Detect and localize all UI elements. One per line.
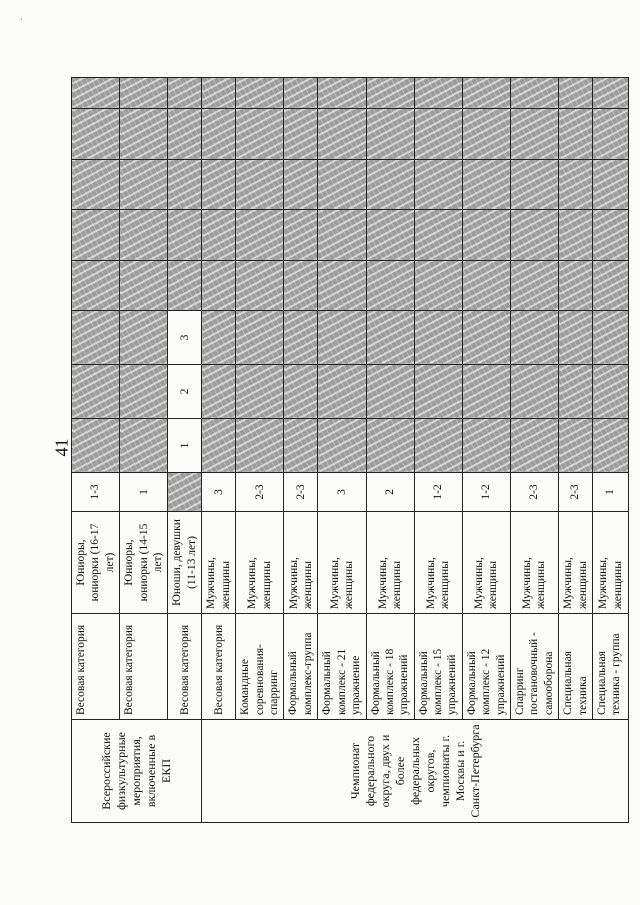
shaded-cell	[284, 109, 318, 160]
group-cell: Юниоры, юниорки (16-17 лет)	[72, 512, 120, 614]
event-header-cell: Всероссийские физкультурные мероприятия, включенные в ЕКП	[72, 720, 202, 823]
discipline-cell: Весовая категория	[120, 614, 168, 720]
shaded-cell	[236, 109, 284, 160]
shaded-cell	[202, 419, 236, 473]
shaded-cell	[510, 78, 558, 109]
shaded-cell	[202, 261, 236, 311]
quantity-cell: 1-2	[414, 473, 462, 512]
table-row	[462, 78, 510, 823]
shaded-cell	[593, 210, 629, 261]
shaded-cell	[366, 78, 414, 109]
shaded-cell	[318, 210, 366, 261]
shaded-cell	[284, 311, 318, 365]
shaded-cell	[120, 160, 168, 210]
shaded-cell	[414, 109, 462, 160]
quantity-cell: 1-3	[72, 473, 120, 512]
quantity-cell: 3	[202, 473, 236, 512]
table-row	[72, 78, 120, 823]
shaded-cell	[414, 311, 462, 365]
shaded-cell	[168, 78, 202, 109]
shaded-cell	[236, 210, 284, 261]
shaded-cell	[120, 261, 168, 311]
shaded-cell	[120, 210, 168, 261]
shaded-cell	[284, 78, 318, 109]
shaded-cell	[510, 365, 558, 419]
group-cell: Мужчины, женщины	[236, 512, 284, 614]
discipline-cell: Формальный комплекс - 15 упражнений	[414, 614, 462, 720]
group-cell: Мужчины, женщины	[284, 512, 318, 614]
shaded-cell	[414, 160, 462, 210]
shaded-cell	[168, 109, 202, 160]
shaded-cell	[462, 78, 510, 109]
shaded-cell	[462, 261, 510, 311]
shaded-cell	[593, 109, 629, 160]
shaded-cell	[318, 78, 366, 109]
shaded-cell	[284, 365, 318, 419]
discipline-cell: Командные соревнования-спарринг	[236, 614, 284, 720]
shaded-cell	[318, 419, 366, 473]
page-number: 41	[51, 438, 72, 457]
quantity-cell	[168, 473, 202, 512]
table-row	[559, 78, 593, 823]
group-cell: Мужчины, женщины	[593, 512, 629, 614]
shaded-cell	[366, 160, 414, 210]
table-row	[366, 78, 414, 823]
discipline-cell: Формальный комплекс - 18 упражнений	[366, 614, 414, 720]
table-row	[593, 78, 629, 823]
discipline-cell: Весовая категория	[202, 614, 236, 720]
discipline-cell: Формальный комплекс - 12 упражнений	[462, 614, 510, 720]
shaded-cell	[559, 419, 593, 473]
discipline-cell: Весовая категория	[168, 614, 202, 720]
shaded-cell	[318, 109, 366, 160]
shaded-cell	[202, 311, 236, 365]
shaded-cell	[414, 78, 462, 109]
table-row	[236, 78, 284, 823]
shaded-cell	[318, 160, 366, 210]
shaded-cell	[462, 210, 510, 261]
shaded-cell	[414, 261, 462, 311]
shaded-cell	[284, 210, 318, 261]
shaded-cell	[72, 109, 120, 160]
shaded-cell	[168, 261, 202, 311]
shaded-cell	[120, 311, 168, 365]
shaded-cell	[510, 109, 558, 160]
shaded-cell	[366, 419, 414, 473]
shaded-cell	[366, 210, 414, 261]
championship-cell: Чемпионат федерального округа, двух и более федеральных округов, чемпионаты г. Москвы и г. Санкт-Петербурга	[202, 720, 629, 823]
table-row	[168, 78, 202, 823]
quantity-cell: 1-2	[462, 473, 510, 512]
shaded-cell	[318, 261, 366, 311]
quantity-cell: 2-3	[236, 473, 284, 512]
shaded-cell	[510, 311, 558, 365]
shaded-cell	[593, 261, 629, 311]
shaded-cell	[559, 109, 593, 160]
table-row	[414, 78, 462, 823]
discipline-cell: Весовая категория	[72, 614, 120, 720]
shaded-cell	[366, 109, 414, 160]
shaded-cell	[593, 160, 629, 210]
quantity-cell: 2-3	[284, 473, 318, 512]
shaded-cell	[559, 311, 593, 365]
shaded-cell	[593, 78, 629, 109]
discipline-cell: Специальная техника	[559, 614, 593, 720]
table-row	[510, 78, 558, 823]
shaded-cell	[414, 365, 462, 419]
shaded-cell	[593, 311, 629, 365]
shaded-cell	[510, 261, 558, 311]
shaded-cell	[284, 261, 318, 311]
quantity-cell: 3	[318, 473, 366, 512]
shaded-cell	[72, 419, 120, 473]
shaded-cell	[366, 261, 414, 311]
table-row	[120, 78, 168, 823]
shaded-cell	[72, 261, 120, 311]
shaded-cell	[284, 419, 318, 473]
shaded-cell	[284, 160, 318, 210]
quantity-cell: 2	[366, 473, 414, 512]
shaded-cell	[120, 78, 168, 109]
competition-table	[71, 77, 629, 823]
shaded-cell	[120, 109, 168, 160]
group-cell: Юноши, девушки (11-13 лет)	[168, 512, 202, 614]
shaded-cell	[462, 419, 510, 473]
shaded-cell	[366, 365, 414, 419]
shaded-cell	[559, 210, 593, 261]
shaded-cell	[414, 419, 462, 473]
group-cell: Мужчины, женщины	[462, 512, 510, 614]
shaded-cell	[168, 210, 202, 261]
shaded-cell	[510, 210, 558, 261]
shaded-cell	[559, 78, 593, 109]
shaded-cell	[559, 365, 593, 419]
shaded-cell	[236, 311, 284, 365]
shaded-cell	[236, 78, 284, 109]
place-header-3: 3	[168, 311, 202, 365]
shaded-cell	[318, 311, 366, 365]
rotated-table-wrapper	[71, 78, 624, 823]
shaded-cell	[559, 160, 593, 210]
shaded-cell	[202, 365, 236, 419]
shaded-cell	[559, 261, 593, 311]
place-header-1: 1	[168, 419, 202, 473]
shaded-cell	[462, 311, 510, 365]
shaded-cell	[510, 160, 558, 210]
shaded-cell	[414, 210, 462, 261]
group-cell: Мужчины, женщины	[559, 512, 593, 614]
table-row	[318, 78, 366, 823]
place-header-2: 2	[168, 365, 202, 419]
quantity-cell: 1	[120, 473, 168, 512]
shaded-cell	[236, 419, 284, 473]
group-cell: Мужчины, женщины	[510, 512, 558, 614]
shaded-cell	[202, 160, 236, 210]
shaded-cell	[72, 78, 120, 109]
quantity-cell: 2-3	[510, 473, 558, 512]
shaded-cell	[168, 160, 202, 210]
discipline-cell: Формальный комплекс-группа	[284, 614, 318, 720]
shaded-cell	[462, 160, 510, 210]
group-cell: Мужчины, женщины	[318, 512, 366, 614]
shaded-cell	[202, 210, 236, 261]
discipline-cell: Специальная техника - группа	[593, 614, 629, 720]
shaded-cell	[462, 365, 510, 419]
group-cell: Мужчины, женщины	[414, 512, 462, 614]
shaded-cell	[462, 109, 510, 160]
quantity-cell: 2-3	[559, 473, 593, 512]
shaded-cell	[236, 160, 284, 210]
shaded-cell	[593, 419, 629, 473]
shaded-cell	[318, 365, 366, 419]
group-cell: Мужчины, женщины	[366, 512, 414, 614]
shaded-cell	[236, 365, 284, 419]
shaded-cell	[72, 311, 120, 365]
table-row	[284, 78, 318, 823]
scan-mark: ʻ	[20, 16, 23, 26]
shaded-cell	[593, 365, 629, 419]
quantity-cell: 1	[593, 473, 629, 512]
shaded-cell	[72, 365, 120, 419]
shaded-cell	[202, 78, 236, 109]
group-cell: Юниоры, юниорки (14-15 лет)	[120, 512, 168, 614]
shaded-cell	[236, 261, 284, 311]
shaded-cell	[202, 109, 236, 160]
table-row	[202, 78, 236, 823]
shaded-cell	[366, 311, 414, 365]
shaded-cell	[120, 419, 168, 473]
discipline-cell: Спарринг постановочный - самооборона	[510, 614, 558, 720]
discipline-cell: Формальный комплекс - 21 упражнение	[318, 614, 366, 720]
shaded-cell	[72, 210, 120, 261]
shaded-cell	[510, 419, 558, 473]
shaded-cell	[72, 160, 120, 210]
group-cell: Мужчины, женщины	[202, 512, 236, 614]
shaded-cell	[120, 365, 168, 419]
